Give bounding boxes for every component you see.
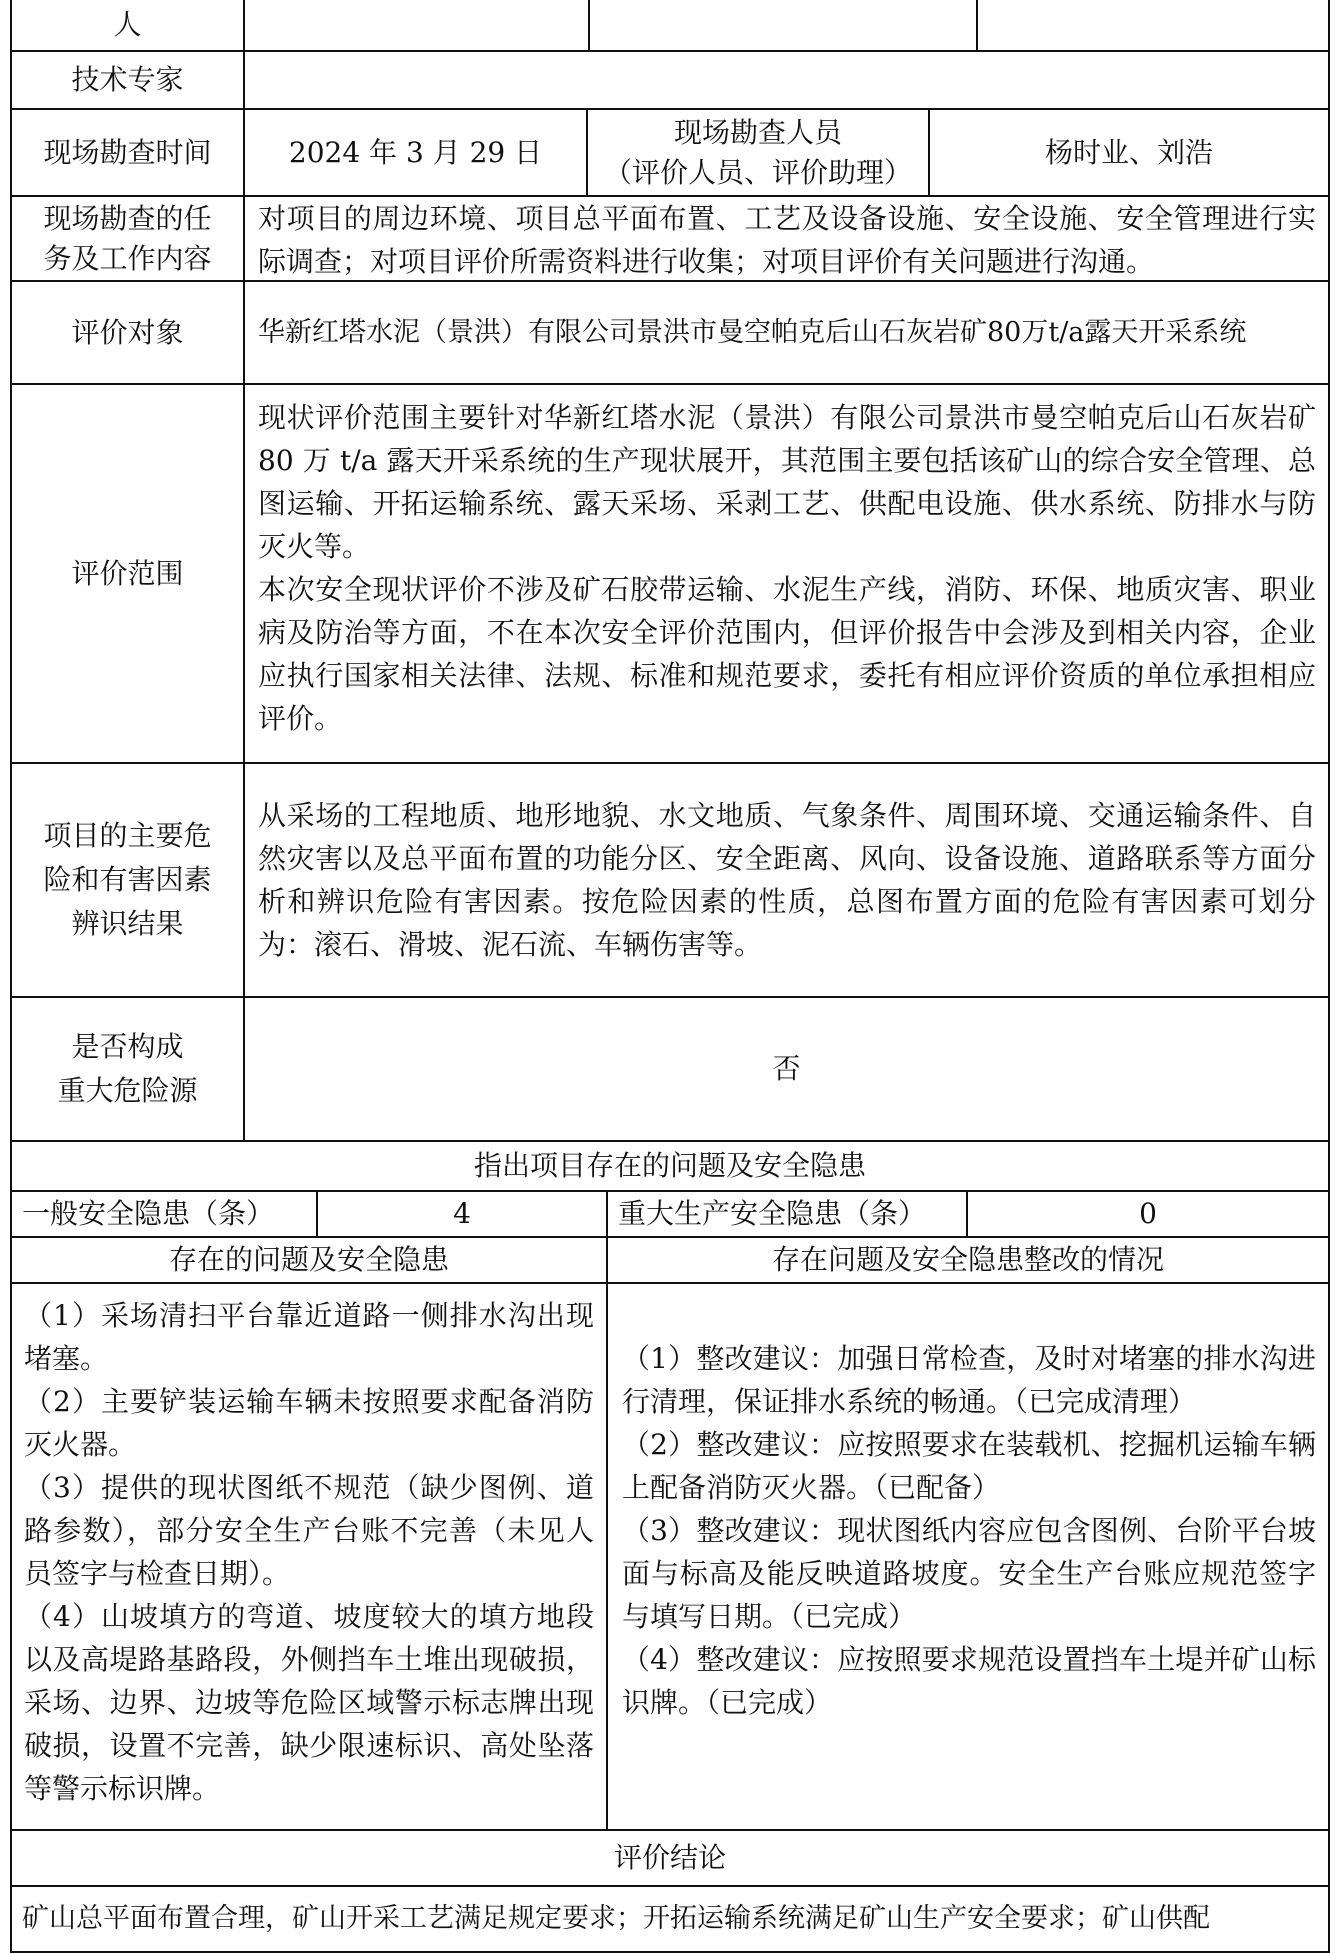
scope-paragraph-2: 本次安全现状评价不涉及矿石胶带运输、水泥生产线，消防、环保、地质灾害、职业病及防治等方面，不在本次安全评价范围内，但评价报告中会涉及到相关内容，企业应执行国家相关法律、法规、标准和规范要求，委托有相应评价资质的单位承担相应评价。	[258, 573, 1316, 735]
col-divider	[606, 1190, 608, 1236]
issue-item: （4）山坡填方的弯道、坡度较大的填方地段以及高堤路基路段，外侧挡车土堆出现破损，采场、边界、边坡等危险区域警示标志牌出现破损，设置不完善，缺少限速标识、高处坠落等警示标识牌。	[24, 1600, 594, 1805]
issues-left-header: 存在的问题及安全隐患	[168, 1243, 449, 1276]
conclusion-title: 评价结论	[613, 1841, 726, 1874]
row-label-object: 评价对象	[71, 315, 184, 349]
row-label-scope: 评价范围	[71, 556, 184, 590]
row-label-tech-expert: 技术专家	[71, 63, 184, 96]
col-divider	[606, 1236, 608, 1829]
rectification-item: （4）整改建议：应按照要求规范设置挡车土堤并矿山标识牌。（已完成）	[622, 1643, 1316, 1719]
row-label-task: 现场勘查的任 务及工作内容	[43, 201, 212, 275]
row-label-person: 人	[113, 8, 142, 41]
issues-right-header: 存在问题及安全隐患整改的情况	[771, 1243, 1164, 1276]
issues-right-list	[622, 1337, 1316, 1777]
scope-text	[258, 396, 1316, 760]
row-label-hazard: 项目的主要危 险和有害因素 辨识结果	[43, 819, 212, 940]
issues-left-list	[24, 1294, 594, 1824]
major-hazard-count: 0	[1139, 1197, 1157, 1230]
survey-staff-value: 杨时业、刘浩	[1044, 135, 1213, 169]
rectification-item: （1）整改建议：加强日常检查，及时对堵塞的排水沟进行清理，保证排水系统的畅通。（已完成清理）	[622, 1342, 1316, 1418]
conclusion-text: 矿山总平面布置合理，矿山开采工艺满足规定要求；开拓运输系统满足矿山生产安全要求；矿山供配	[22, 1903, 1210, 1934]
general-hazard-label: 一般安全隐患（条）	[22, 1197, 275, 1230]
row-divider	[10, 1282, 1330, 1284]
issue-item: （2）主要铲装运输车辆未按照要求配备消防灭火器。	[24, 1385, 594, 1461]
issue-item: （1）采场清扫平台靠近道路一侧排水沟出现堵塞。	[24, 1299, 594, 1375]
rectification-item: （2）整改建议：应按照要求在装载机、挖掘机运输车辆上配备消防灭火器。（已配备）	[622, 1428, 1316, 1504]
task-text: 对项目的周边环境、项目总平面布置、工艺及设备设施、安全设施、安全管理进行实际调查；对项目评价所需资料进行收集；对项目评价有关问题进行沟通。	[258, 202, 1316, 278]
general-hazard-count: 4	[453, 1197, 471, 1230]
major-hazard-label: 重大生产安全隐患（条）	[618, 1197, 927, 1230]
hazard-text: 从采场的工程地质、地形地貌、水文地质、气象条件、周围环境、交通运输条件、自然灾害以及总平面布置的功能分区、安全距离、风向、设备设施、道路联系等方面分析和辨识危险有害因素。按危险因素的性质，总图布置方面的危险有害因素可划分为：滚石、滑坡、泥石流、车辆伤害等。	[258, 799, 1316, 961]
rectification-item: （3）整改建议：现状图纸内容应包含图例、台阶平台坡面与标高及能反映道路坡度。安全生产台账应规范签字与填写日期。（已完成）	[622, 1514, 1316, 1633]
major-source-value: 否	[772, 1052, 801, 1085]
survey-time-value: 2024 年 3 月 29 日	[288, 135, 543, 169]
col-divider	[588, 0, 590, 50]
row-label-major-source: 是否构成 重大危险源	[57, 1030, 198, 1107]
object-value: 华新红塔水泥（景洪）有限公司景洪市曼空帕克后山石灰岩矿80万t/a露天开采系统	[258, 316, 1247, 348]
col-divider	[976, 0, 978, 50]
row-label-survey-time: 现场勘查时间	[43, 135, 212, 169]
survey-staff-label: 现场勘查人员 （评价人员、评价助理）	[603, 115, 912, 189]
issue-item: （3）提供的现状图纸不规范（缺少图例、道路参数），部分安全生产台账不完善（未见人员签字与检查日期）。	[24, 1471, 594, 1590]
scope-paragraph-1: 现状评价范围主要针对华新红塔水泥（景洪）有限公司景洪市曼空帕克后山石灰岩矿 80 万 t/a 露天开采系统的生产现状展开，其范围主要包括该矿山的综合安全管理、总图运输、开拓运输系统、露天采场、采剥工艺、供配电设施、供水系统、防排水与防灭火等。	[258, 401, 1316, 563]
issues-section-title: 指出项目存在的问题及安全隐患	[473, 1149, 866, 1182]
